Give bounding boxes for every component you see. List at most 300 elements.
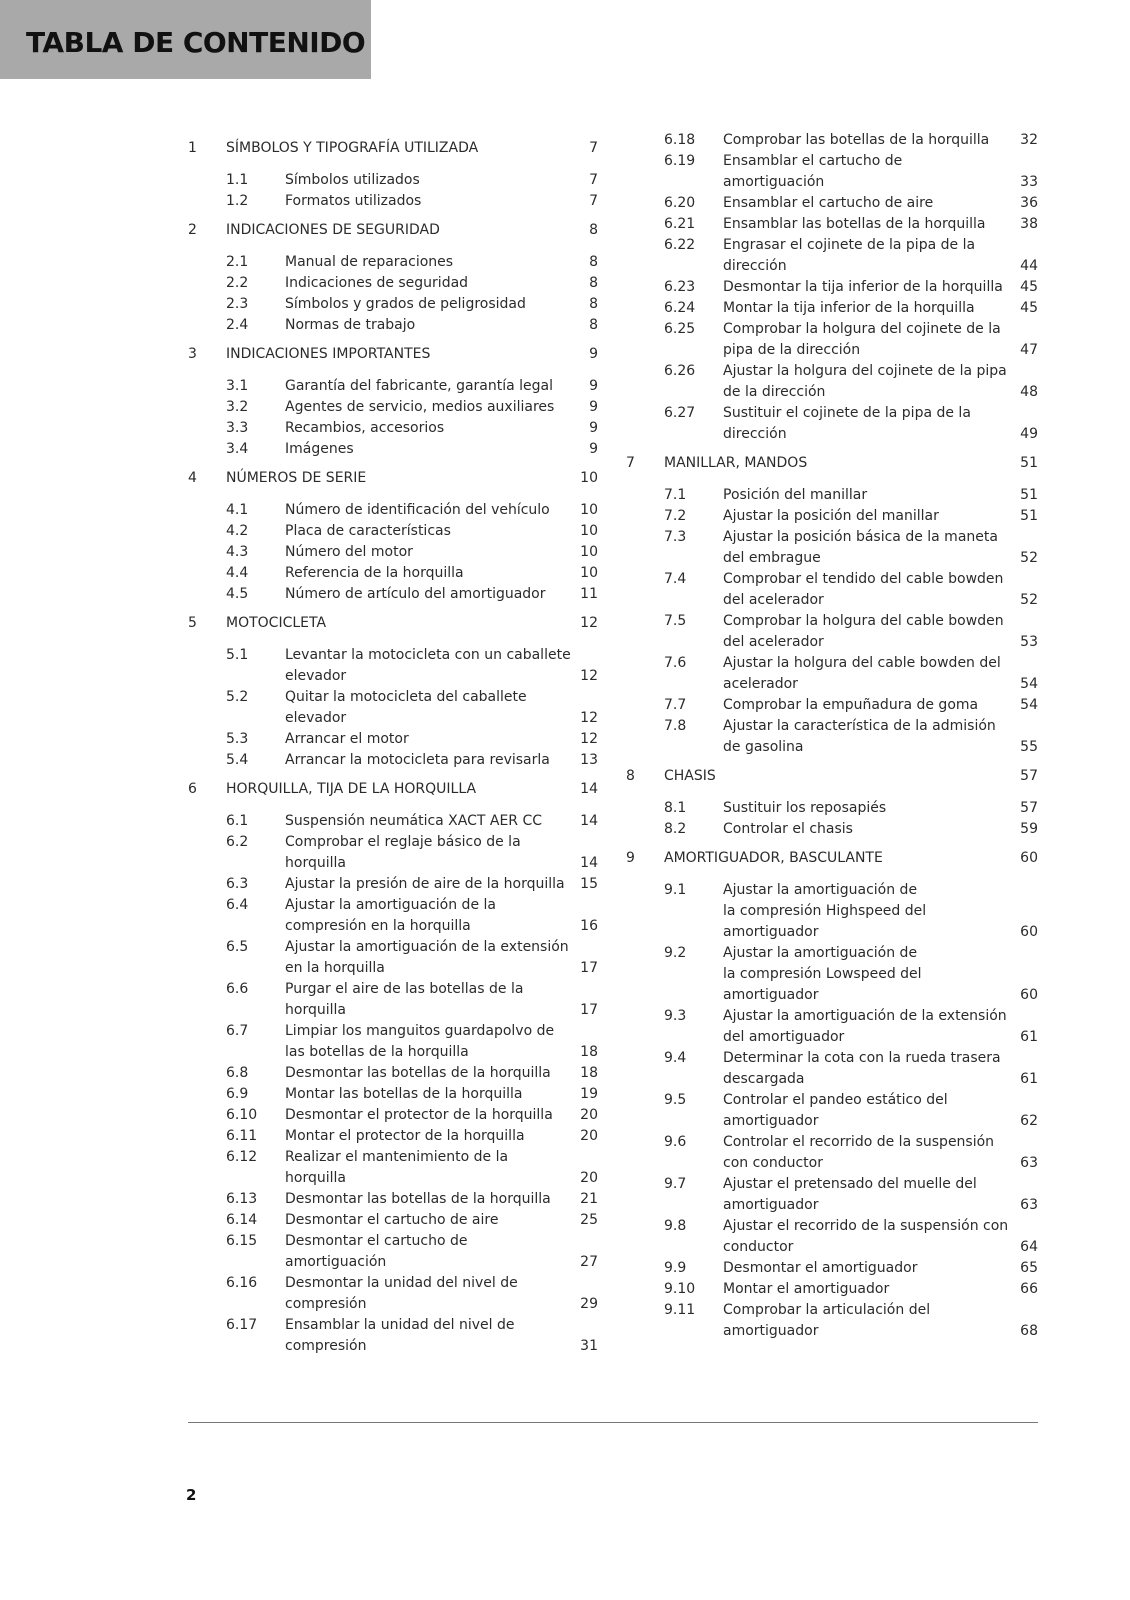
toc-entry-number: 5.2 — [226, 689, 249, 705]
toc-dot-leader — [453, 526, 578, 538]
toc-dot-leader — [1005, 282, 1018, 294]
toc-subsection-entry[interactable] — [188, 645, 598, 687]
toc-dot-leader — [348, 858, 578, 870]
toc-entry-title: Comprobar la articulación del — [723, 1302, 931, 1318]
toc-subsection-entry[interactable] — [626, 653, 1038, 695]
toc-entry-page: 60 — [1020, 850, 1038, 866]
toc-entry-page: 8 — [589, 296, 598, 312]
toc-section-entry[interactable] — [188, 138, 598, 159]
toc-subsection-entry[interactable] — [188, 521, 598, 542]
toc-entry-title: compresión — [285, 1338, 367, 1354]
toc-entry-title: la compresión Highspeed del — [723, 903, 927, 919]
toc-entry-page: 54 — [1020, 676, 1038, 692]
toc-entry-number: 6.16 — [226, 1275, 258, 1291]
toc-dot-leader — [411, 734, 578, 746]
toc-subsection-entry[interactable] — [626, 151, 1038, 193]
toc-entry-number: 9.2 — [664, 945, 687, 961]
toc-dot-leader — [795, 1242, 1018, 1254]
toc-entry-page: 68 — [1020, 1323, 1038, 1339]
toc-entry-title: Ensamblar las botellas de la horquilla — [723, 216, 986, 232]
toc-subsection-entry[interactable] — [626, 611, 1038, 653]
toc-entry-title: Ajustar la amortiguación de la extensión — [723, 1008, 1007, 1024]
toc-dot-leader — [552, 755, 578, 767]
toc-entry-page: 16 — [580, 918, 598, 934]
toc-entry-page: 8 — [589, 254, 598, 270]
toc-subsection-entry[interactable] — [626, 361, 1038, 403]
toc-entry-title: amortiguador — [723, 1197, 819, 1213]
toc-subsection-entry[interactable] — [188, 1273, 598, 1315]
toc-subsection-entry[interactable] — [188, 542, 598, 563]
toc-dot-leader — [328, 618, 578, 630]
toc-entry-number: 2 — [188, 222, 197, 238]
toc-entry-number: 6.1 — [226, 813, 249, 829]
toc-entry-page: 48 — [1020, 384, 1038, 400]
toc-entry-number: 7.1 — [664, 487, 687, 503]
toc-subsection-entry[interactable] — [626, 130, 1038, 151]
toc-entry-title: amortiguador — [723, 987, 819, 1003]
toc-subsection-entry[interactable] — [188, 1084, 598, 1105]
toc-subsection-entry[interactable] — [626, 1048, 1038, 1090]
toc-entry-page: 64 — [1020, 1239, 1038, 1255]
toc-entry-number: 6.10 — [226, 1107, 258, 1123]
toc-dot-leader — [417, 320, 580, 332]
toc-subsection-entry[interactable] — [188, 439, 598, 460]
toc-entry-title: con conductor — [723, 1155, 823, 1171]
toc-dot-leader — [567, 879, 579, 891]
toc-dot-leader — [826, 595, 1018, 607]
toc-subsection-entry[interactable] — [188, 563, 598, 584]
toc-entry-title: Ajustar la presión de aire de la horquilla — [285, 876, 565, 892]
toc-entry-number: 6.9 — [226, 1086, 249, 1102]
toc-entry-page: 61 — [1020, 1029, 1038, 1045]
toc-entry-title: horquilla — [285, 1170, 346, 1186]
toc-entry-number: 5 — [188, 615, 197, 631]
toc-dot-leader — [825, 1158, 1018, 1170]
toc-entry-number: 6.27 — [664, 405, 696, 421]
toc-entry-title: Número del motor — [285, 544, 413, 560]
toc-dot-leader — [544, 816, 578, 828]
toc-subsection-entry[interactable] — [188, 979, 598, 1021]
toc-entry-page: 7 — [589, 193, 598, 209]
footer-divider — [188, 1422, 1038, 1423]
toc-subsection-entry[interactable] — [626, 193, 1038, 214]
toc-subsection-entry[interactable] — [188, 1105, 598, 1126]
toc-dot-leader — [820, 927, 1018, 939]
toc-entry-title: Comprobar la holgura del cable bowden — [723, 613, 1004, 629]
toc-entry-number: 4.2 — [226, 523, 249, 539]
toc-entry-number: 7 — [626, 455, 635, 471]
toc-subsection-entry[interactable] — [188, 750, 598, 771]
toc-entry-page: 18 — [580, 1044, 598, 1060]
toc-dot-leader — [991, 135, 1018, 147]
toc-dot-leader — [806, 742, 1019, 754]
toc-dot-leader — [718, 771, 1018, 783]
toc-entry-page: 12 — [580, 615, 598, 631]
toc-subsection-entry[interactable] — [626, 716, 1038, 758]
toc-entry-page: 21 — [580, 1191, 598, 1207]
toc-section-entry[interactable] — [626, 766, 1038, 787]
toc-entry-page: 33 — [1020, 174, 1038, 190]
toc-entry-number: 7.2 — [664, 508, 687, 524]
toc-section-entry[interactable] — [626, 453, 1038, 474]
toc-entry-number: 6.8 — [226, 1065, 249, 1081]
toc-dot-leader — [826, 637, 1018, 649]
toc-subsection-entry[interactable] — [626, 943, 1038, 1006]
toc-entry-page: 7 — [589, 172, 598, 188]
toc-subsection-entry[interactable] — [188, 500, 598, 521]
toc-entry-title: Ajustar la posición del manillar — [723, 508, 939, 524]
toc-entry-page: 25 — [580, 1212, 598, 1228]
toc-dot-leader — [455, 257, 580, 269]
toc-column-left — [188, 130, 598, 1357]
toc-subsection-entry[interactable] — [188, 376, 598, 397]
toc-entry-page: 9 — [589, 420, 598, 436]
toc-entry-title: Recambios, accesorios — [285, 420, 445, 436]
toc-entry-page: 65 — [1020, 1260, 1038, 1276]
toc-subsection-entry[interactable] — [188, 273, 598, 294]
toc-entry-number: 8.2 — [664, 821, 687, 837]
toc-entry-number: 7.6 — [664, 655, 687, 671]
toc-entry-page: 9 — [589, 441, 598, 457]
toc-subsection-entry[interactable] — [188, 1315, 598, 1357]
toc-entry-title: del embrague — [723, 550, 821, 566]
toc-entry-number: 6.21 — [664, 216, 696, 232]
toc-entry-title: Ajustar el recorrido de la suspensión con — [723, 1218, 1009, 1234]
toc-subsection-entry[interactable] — [188, 729, 598, 750]
toc-entry-title: Desmontar el amortiguador — [723, 1260, 918, 1276]
toc-subsection-entry[interactable] — [188, 1210, 598, 1231]
toc-subsection-entry[interactable] — [626, 1006, 1038, 1048]
toc-subsection-entry[interactable] — [626, 1258, 1038, 1279]
toc-dot-leader — [348, 713, 578, 725]
toc-entry-title: Montar el protector de la horquilla — [285, 1128, 525, 1144]
toc-entry-number: 9.5 — [664, 1092, 687, 1108]
toc-entry-title: Controlar el pandeo estático del — [723, 1092, 948, 1108]
toc-entry-title: Suspensión neumática XACT AER CC — [285, 813, 543, 829]
toc-entry-title: INDICACIONES DE SEGURIDAD — [226, 222, 440, 238]
toc-entry-number: 6.13 — [226, 1191, 258, 1207]
toc-subsection-entry[interactable] — [626, 527, 1038, 569]
toc-subsection-entry[interactable] — [188, 191, 598, 212]
toc-entry-page: 31 — [580, 1338, 598, 1354]
toc-entry-page: 17 — [580, 960, 598, 976]
toc-entry-page: 54 — [1020, 697, 1038, 713]
toc-entry-page: 57 — [1020, 800, 1038, 816]
toc-entry-page: 45 — [1020, 300, 1038, 316]
toc-section-entry[interactable] — [188, 220, 598, 241]
toc-subsection-entry[interactable] — [626, 485, 1038, 506]
toc-entry-title: Quitar la motocicleta del caballete — [285, 689, 527, 705]
toc-dot-leader — [820, 990, 1018, 1002]
toc-dot-leader — [826, 177, 1018, 189]
toc-subsection-entry[interactable] — [626, 403, 1038, 445]
toc-subsection-entry[interactable] — [188, 832, 598, 874]
toc-entry-title: Comprobar el tendido del cable bowden — [723, 571, 1004, 587]
toc-subsection-entry[interactable] — [188, 1063, 598, 1084]
toc-dot-leader — [473, 921, 578, 933]
toc-dot-leader — [980, 700, 1018, 712]
toc-entry-title: Ensamblar el cartucho de aire — [723, 195, 934, 211]
toc-entry-title: horquilla — [285, 1002, 346, 1018]
toc-dot-leader — [555, 381, 580, 393]
toc-entry-number: 8 — [626, 768, 635, 784]
toc-entry-number: 8.1 — [664, 800, 687, 816]
toc-entry-title: INDICACIONES IMPORTANTES — [226, 346, 431, 362]
toc-entry-number: 1.2 — [226, 193, 249, 209]
toc-entry-number: 2.3 — [226, 296, 249, 312]
toc-entry-page: 9 — [589, 399, 598, 415]
toc-entry-number: 6.24 — [664, 300, 696, 316]
toc-entry-title: compresión — [285, 1296, 367, 1312]
toc-entry-page: 12 — [580, 668, 598, 684]
toc-entry-title: del amortiguador — [723, 1029, 845, 1045]
toc-dot-leader — [500, 1215, 578, 1227]
toc-dot-leader — [388, 1257, 578, 1269]
toc-entry-title: Montar las botellas de la horquilla — [285, 1086, 523, 1102]
toc-dot-leader — [387, 963, 578, 975]
toc-entry-title: Ajustar la holgura del cable bowden del — [723, 655, 1001, 671]
toc-entry-number: 6.7 — [226, 1023, 249, 1039]
toc-dot-leader — [977, 303, 1019, 315]
toc-dot-leader — [368, 473, 578, 485]
toc-subsection-entry[interactable] — [188, 937, 598, 979]
toc-dot-leader — [862, 345, 1018, 357]
toc-dot-leader — [478, 784, 578, 796]
toc-subsection-entry[interactable] — [188, 1231, 598, 1273]
toc-dot-leader — [368, 1299, 578, 1311]
toc-dot-leader — [827, 387, 1018, 399]
toc-subsection-entry[interactable] — [188, 418, 598, 439]
toc-subsection-entry[interactable] — [188, 1189, 598, 1210]
toc-entry-title: MOTOCICLETA — [226, 615, 327, 631]
toc-entry-title: Limpiar los manguitos guardapolvo de — [285, 1023, 555, 1039]
toc-subsection-entry[interactable] — [626, 880, 1038, 943]
toc-subsection-entry[interactable] — [188, 315, 598, 336]
toc-dot-leader — [548, 589, 579, 601]
toc-entry-page: 45 — [1020, 279, 1038, 295]
toc-dot-leader — [527, 1131, 579, 1143]
toc-subsection-entry[interactable] — [188, 294, 598, 315]
toc-dot-leader — [356, 444, 580, 456]
toc-dot-leader — [941, 511, 1018, 523]
toc-entry-title: Número de artículo del amortiguador — [285, 586, 546, 602]
toc-subsection-entry[interactable] — [188, 811, 598, 832]
toc-entry-number: 6.22 — [664, 237, 696, 253]
toc-entry-title: amortiguación — [285, 1254, 387, 1270]
toc-subsection-entry[interactable] — [626, 819, 1038, 840]
toc-entry-number: 9.1 — [664, 882, 687, 898]
toc-entry-number: 4.4 — [226, 565, 249, 581]
toc-entry-page: 51 — [1020, 455, 1038, 471]
toc-entry-number: 7.8 — [664, 718, 687, 734]
toc-entry-page: 14 — [580, 813, 598, 829]
toc-dot-leader — [891, 1284, 1018, 1296]
toc-dot-leader — [869, 490, 1018, 502]
toc-entry-page: 52 — [1020, 550, 1038, 566]
toc-entry-number: 9.4 — [664, 1050, 687, 1066]
toc-entry-title: Desmontar el protector de la horquilla — [285, 1107, 553, 1123]
toc-subsection-entry[interactable] — [626, 235, 1038, 277]
toc-subsection-entry[interactable] — [188, 397, 598, 418]
toc-entry-title: horquilla — [285, 855, 346, 871]
toc-entry-title: Arrancar el motor — [285, 731, 409, 747]
toc-entry-title: amortiguación — [723, 174, 825, 190]
toc-entry-page: 51 — [1020, 487, 1038, 503]
toc-subsection-entry[interactable] — [626, 1279, 1038, 1300]
toc-entry-title: Ajustar la amortiguación de — [723, 945, 918, 961]
toc-subsection-entry[interactable] — [188, 687, 598, 729]
toc-entry-page: 14 — [580, 781, 598, 797]
toc-entry-title: Símbolos y grados de peligrosidad — [285, 296, 526, 312]
toc-dot-leader — [885, 853, 1018, 865]
toc-entry-title: las botellas de la horquilla — [285, 1044, 469, 1060]
toc-entry-page: 8 — [589, 275, 598, 291]
toc-entry-number: 2.4 — [226, 317, 249, 333]
toc-subsection-entry[interactable] — [188, 584, 598, 605]
toc-entry-page: 29 — [580, 1296, 598, 1312]
toc-entry-title: Engrasar el cojinete de la pipa de la — [723, 237, 976, 253]
toc-entry-page: 55 — [1020, 739, 1038, 755]
toc-entry-title: Comprobar las botellas de la horquilla — [723, 132, 990, 148]
toc-entry-title: de gasolina — [723, 739, 804, 755]
toc-entry-number: 3.3 — [226, 420, 249, 436]
toc-subsection-entry[interactable] — [626, 319, 1038, 361]
toc-entry-title: elevador — [285, 668, 347, 684]
toc-dot-leader — [789, 261, 1019, 273]
toc-entry-title: dirección — [723, 258, 787, 274]
toc-subsection-entry[interactable] — [626, 798, 1038, 819]
toc-entry-title: amortiguador — [723, 1113, 819, 1129]
toc-subsection-entry[interactable] — [188, 895, 598, 937]
toc-section-entry[interactable] — [188, 779, 598, 800]
toc-section-entry[interactable] — [626, 848, 1038, 869]
toc-section-entry[interactable] — [188, 613, 598, 634]
toc-entry-title: Ajustar la amortiguación de la extensión — [285, 939, 569, 955]
toc-entry-number: 3.1 — [226, 378, 249, 394]
toc-entry-page: 20 — [580, 1128, 598, 1144]
toc-entry-title: Desmontar las botellas de la horquilla — [285, 1065, 551, 1081]
toc-dot-leader — [553, 1068, 578, 1080]
toc-entry-title: elevador — [285, 710, 347, 726]
toc-entry-page: 61 — [1020, 1071, 1038, 1087]
toc-entry-page: 38 — [1020, 216, 1038, 232]
toc-subsection-entry[interactable] — [626, 298, 1038, 319]
toc-entry-title: Controlar el chasis — [723, 821, 853, 837]
toc-subsection-entry[interactable] — [188, 170, 598, 191]
page-number: 2 — [186, 1486, 197, 1504]
toc-entry-title: amortiguador — [723, 924, 819, 940]
toc-entry-title: Desmontar la unidad del nivel de — [285, 1275, 518, 1291]
toc-dot-leader — [348, 1173, 578, 1185]
toc-entry-page: 10 — [580, 544, 598, 560]
toc-entry-title: Desmontar el cartucho de — [285, 1233, 468, 1249]
toc-entry-number: 7.3 — [664, 529, 687, 545]
toc-subsection-entry[interactable] — [626, 1132, 1038, 1174]
toc-entry-title: Indicaciones de seguridad — [285, 275, 469, 291]
toc-entry-number: 6.5 — [226, 939, 249, 955]
toc-subsection-entry[interactable] — [626, 569, 1038, 611]
toc-entry-page: 12 — [580, 731, 598, 747]
toc-entry-title: Sustituir los reposapiés — [723, 800, 887, 816]
toc-entry-number: 6.3 — [226, 876, 249, 892]
toc-dot-leader — [442, 225, 580, 237]
toc-entry-number: 4.5 — [226, 586, 249, 602]
toc-entry-title: pipa de la dirección — [723, 342, 861, 358]
toc-entry-title: SÍMBOLOS Y TIPOGRAFÍA UTILIZADA — [226, 140, 479, 156]
toc-dot-leader — [348, 1005, 578, 1017]
toc-entry-number: 6.12 — [226, 1149, 258, 1165]
toc-dot-leader — [935, 198, 1018, 210]
toc-entry-page: 8 — [589, 222, 598, 238]
toc-subsection-entry[interactable] — [188, 1147, 598, 1189]
toc-entry-number: 6.25 — [664, 321, 696, 337]
toc-dot-leader — [919, 1263, 1018, 1275]
toc-entry-page: 57 — [1020, 768, 1038, 784]
toc-dot-leader — [446, 423, 580, 435]
toc-entry-title: Manual de reparaciones — [285, 254, 454, 270]
toc-entry-number: 6.26 — [664, 363, 696, 379]
toc-subsection-entry[interactable] — [626, 277, 1038, 298]
toc-entry-page: 11 — [580, 586, 598, 602]
toc-entry-title: compresión en la horquilla — [285, 918, 471, 934]
toc-entry-title: Desmontar las botellas de la horquilla — [285, 1191, 551, 1207]
toc-entry-title: Ajustar la posición básica de la maneta — [723, 529, 998, 545]
toc-dot-leader — [820, 1326, 1018, 1338]
toc-entry-title: Levantar la motocicleta con un caballete — [285, 647, 571, 663]
toc-subsection-entry[interactable] — [188, 1021, 598, 1063]
toc-subsection-entry[interactable] — [188, 1126, 598, 1147]
toc-entry-title: Sustituir el cojinete de la pipa de la — [723, 405, 971, 421]
toc-entry-page: 10 — [580, 523, 598, 539]
toc-dot-leader — [368, 1341, 578, 1353]
toc-entry-title: Controlar el recorrido de la suspensión — [723, 1134, 995, 1150]
toc-subsection-entry[interactable] — [626, 695, 1038, 716]
toc-entry-number: 4 — [188, 470, 197, 486]
toc-section-entry[interactable] — [188, 468, 598, 489]
toc-subsection-entry[interactable] — [626, 1300, 1038, 1342]
toc-entry-title: Imágenes — [285, 441, 354, 457]
toc-entry-page: 10 — [580, 502, 598, 518]
toc-subsection-entry[interactable] — [188, 252, 598, 273]
toc-entry-page: 20 — [580, 1170, 598, 1186]
toc-subsection-entry[interactable] — [626, 1216, 1038, 1258]
toc-entry-number: 9.7 — [664, 1176, 687, 1192]
toc-entry-title: Comprobar la empuñadura de goma — [723, 697, 979, 713]
toc-entry-title: Ensamblar la unidad del nivel de — [285, 1317, 515, 1333]
toc-dot-leader — [846, 1032, 1018, 1044]
toc-entry-title: Comprobar la holgura del cojinete de la — [723, 321, 1001, 337]
toc-entry-page: 14 — [580, 855, 598, 871]
toc-dot-leader — [480, 143, 580, 155]
toc-entry-page: 12 — [580, 710, 598, 726]
toc-subsection-entry[interactable] — [626, 1090, 1038, 1132]
toc-entry-title: Arrancar la motocicleta para revisarla — [285, 752, 550, 768]
toc-subsection-entry[interactable] — [626, 214, 1038, 235]
toc-dot-leader — [528, 299, 580, 311]
toc-entry-title: Número de identificación del vehículo — [285, 502, 550, 518]
toc-subsection-entry[interactable] — [188, 874, 598, 895]
toc-entry-title: CHASIS — [664, 768, 716, 784]
toc-entry-title: Ajustar la amortiguación de la — [285, 897, 496, 913]
toc-entry-number: 5.4 — [226, 752, 249, 768]
toc-entry-title: Determinar la cota con la rueda trasera — [723, 1050, 1001, 1066]
toc-entry-page: 13 — [580, 752, 598, 768]
toc-subsection-entry[interactable] — [626, 1174, 1038, 1216]
toc-dot-leader — [466, 568, 579, 580]
toc-subsection-entry[interactable] — [626, 506, 1038, 527]
toc-entry-title: Formatos utilizados — [285, 193, 422, 209]
toc-section-entry[interactable] — [188, 344, 598, 365]
